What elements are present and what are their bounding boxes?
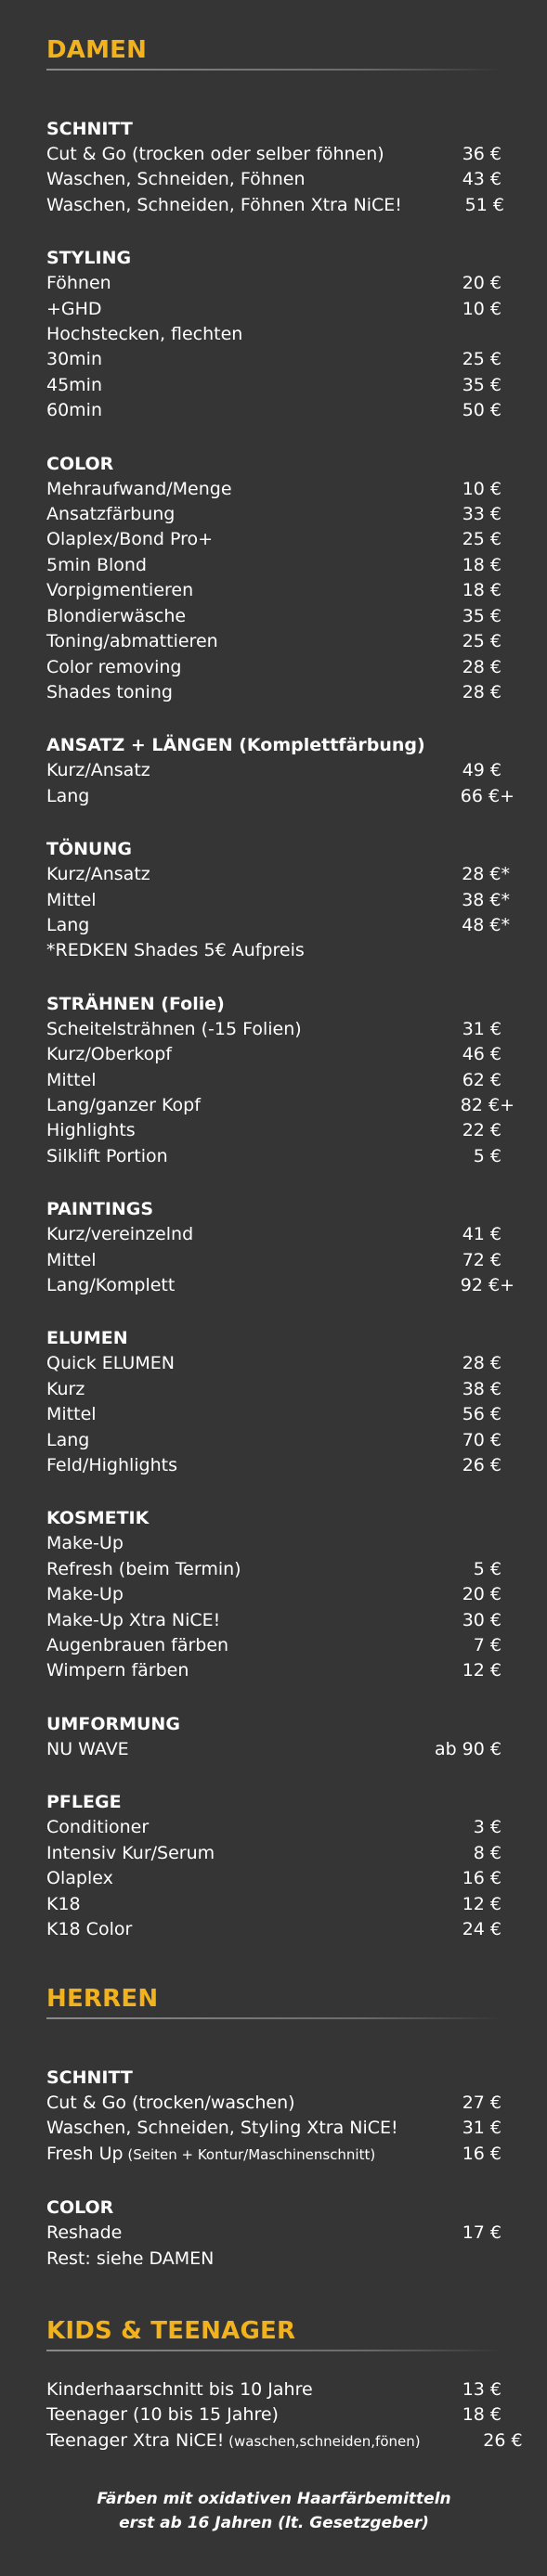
item-price: 10 € (462, 478, 501, 499)
category-straehnen (46, 992, 514, 1169)
item-price: 66 €+ (460, 785, 514, 806)
category-title: SCHNITT (46, 119, 133, 139)
item-label: Make-Up (46, 1533, 124, 1554)
item-price: 7 € (473, 1635, 501, 1656)
item-price: 50 € (462, 400, 501, 421)
item-label: Lang (46, 785, 90, 806)
price-row (46, 1428, 501, 1453)
item-price: 16 € (462, 2143, 501, 2164)
item-price: 12 € (462, 1893, 501, 1914)
category-title: PFLEGE (46, 1792, 122, 1813)
price-row (46, 1453, 501, 1478)
category-herren-schnitt (46, 2066, 501, 2168)
item-label: Reshade (46, 2222, 123, 2244)
price-row (46, 142, 501, 167)
item-label: Mittel (46, 1249, 97, 1270)
price-row (46, 271, 501, 296)
item-label: Olaplex (46, 1868, 113, 1889)
price-row (46, 398, 501, 423)
item-label: 5min Blond (46, 554, 147, 575)
item-price: 62 € (462, 1069, 501, 1090)
item-price: 5 € (473, 1145, 501, 1166)
item-label: Lang/Komplett (46, 1275, 176, 1295)
section-kids-teenager (46, 2316, 523, 2454)
category-ansatz-laengen (46, 733, 514, 809)
price-row (46, 2091, 501, 2116)
price-row (46, 2402, 501, 2428)
item-label: Kurz/vereinzelnd (46, 1224, 194, 1245)
item-label: Make-Up Xtra NiCE! (46, 1609, 221, 1630)
footnote: *REDKEN Shades 5€ Aufpreis (46, 940, 305, 961)
item-price: 3 € (473, 1817, 501, 1838)
category-title: STRÄHNEN (Folie) (46, 993, 225, 1014)
item-price: 20 € (462, 273, 501, 294)
price-row (46, 888, 510, 913)
legal-footnote (46, 2487, 501, 2535)
item-price: 92 €+ (460, 1275, 514, 1295)
item-label: Make-Up (46, 1584, 124, 1605)
item-label: Highlights (46, 1120, 136, 1141)
item-price: 18 € (462, 2404, 501, 2426)
item-label: Kurz/Ansatz (46, 864, 150, 885)
price-row (46, 347, 501, 372)
item-label: Feld/Highlights (46, 1455, 177, 1476)
price-row (46, 297, 501, 322)
section-damen (46, 35, 514, 1942)
price-row (46, 322, 501, 347)
price-row (46, 1633, 501, 1658)
item-price: 18 € (462, 554, 501, 575)
legal-footnote-line-2: erst ab 16 Jahren (lt. Gesetzgeber) (119, 2514, 429, 2532)
category-title: STYLING (46, 248, 132, 269)
category-title: COLOR (46, 2197, 114, 2219)
item-price: 33 € (462, 504, 501, 525)
item-label: Lang/ganzer Kopf (46, 1094, 201, 1115)
item-price: 41 € (462, 1224, 501, 1245)
item-label: Waschen, Schneiden, Föhnen (46, 169, 306, 190)
item-price: 49 € (462, 760, 501, 781)
item-price: 48 €* (462, 914, 510, 935)
price-row (46, 1658, 501, 1683)
item-label: Mittel (46, 889, 97, 910)
price-row (46, 578, 501, 603)
item-price (399, 322, 501, 347)
price-row (46, 1222, 501, 1247)
price-row (46, 1737, 501, 1762)
price-row (46, 1248, 501, 1273)
section-title-herren: HERREN (46, 1985, 159, 2013)
section-title-kids: KIDS & TEENAGER (46, 2317, 296, 2345)
item-label: +GHD (46, 298, 102, 319)
item-label: Ansatzfärbung (46, 504, 176, 525)
section-title-damen: DAMEN (46, 36, 148, 64)
item-price: 24 € (462, 1918, 501, 1939)
item-label: Conditioner (46, 1817, 150, 1838)
price-row (46, 2377, 501, 2402)
item-label: Shades toning (46, 681, 173, 702)
item-label: Teenager Xtra NiCE! (waschen,schneiden,fönen) (46, 2429, 421, 2451)
category-title: TÖNUNG (46, 839, 132, 860)
item-label: Kurz (46, 1378, 85, 1399)
item-price: 35 € (462, 374, 501, 395)
legal-footnote-line-1: Färben mit oxidativen Haarfärbemitteln (97, 2490, 451, 2508)
category-herren-color (46, 2196, 501, 2272)
item-price: 17 € (462, 2222, 501, 2244)
category-styling (46, 246, 501, 423)
item-price: 28 € (462, 681, 501, 702)
item-price: 30 € (462, 1609, 501, 1630)
item-label: Mittel (46, 1404, 97, 1425)
price-row (46, 1273, 514, 1298)
item-price: 28 € (462, 1353, 501, 1374)
category-umformung (46, 1712, 501, 1762)
item-price: 82 €+ (460, 1094, 514, 1115)
item-label: NU WAVE (46, 1738, 129, 1759)
item-price: 35 € (462, 605, 501, 626)
price-row (46, 502, 501, 527)
price-row (46, 1093, 514, 1118)
price-row (46, 527, 501, 552)
price-row (46, 1068, 501, 1093)
item-label: Cut & Go (trocken/waschen) (46, 2093, 295, 2113)
category-kosmetik (46, 1506, 501, 1683)
price-row (46, 1917, 501, 1942)
price-row (46, 1042, 501, 1067)
item-label: Quick ELUMEN (46, 1353, 175, 1374)
item-price (399, 1531, 501, 1556)
item-price: 70 € (462, 1429, 501, 1450)
item-label: Blondierwäsche (46, 605, 187, 626)
item-price: 16 € (462, 1868, 501, 1889)
item-price: 51 € (464, 194, 504, 215)
price-row (46, 1608, 501, 1633)
price-row (46, 758, 501, 783)
item-label: Mehraufwand/Menge (46, 478, 232, 499)
item-label: Lang (46, 914, 90, 935)
item-price: 5 € (473, 1558, 501, 1579)
item-label: K18 (46, 1893, 81, 1914)
price-row (46, 167, 501, 192)
price-row (46, 2116, 501, 2141)
category-pflege (46, 1790, 501, 1942)
price-row (46, 1815, 501, 1840)
item-price: 46 € (462, 1044, 501, 1065)
price-row (46, 1557, 501, 1582)
item-price: 10 € (462, 298, 501, 319)
item-price: 43 € (462, 169, 501, 190)
price-row (46, 1582, 501, 1607)
category-title: KOSMETIK (46, 1508, 150, 1529)
item-price: 8 € (473, 1842, 501, 1863)
item-label: Wimpern färben (46, 1660, 189, 1681)
section-herren (46, 1984, 501, 2272)
item-price: 28 € (462, 656, 501, 677)
price-row (46, 680, 501, 705)
item-price: 38 € (462, 1378, 501, 1399)
item-price: ab 90 € (434, 1738, 501, 1759)
item-price: 22 € (462, 1120, 501, 1141)
item-price: 13 € (462, 2379, 501, 2400)
price-row (46, 1118, 501, 1143)
category-schnitt (46, 117, 504, 218)
price-row (46, 1351, 501, 1376)
item-label: Toning/abmattieren (46, 631, 218, 652)
item-label: Augenbrauen färben (46, 1635, 229, 1656)
category-toenung (46, 837, 510, 964)
price-row (46, 862, 510, 887)
footnote: Rest: siehe DAMEN (46, 2248, 215, 2269)
price-row (46, 2142, 501, 2168)
item-detail: (Seiten + Kontur/Maschinenschnitt) (123, 2145, 376, 2163)
item-label: Silklift Portion (46, 1145, 168, 1166)
price-row (46, 1841, 501, 1866)
price-row (46, 553, 501, 578)
category-paintings (46, 1197, 514, 1298)
item-label: Fresh Up (Seiten + Kontur/Maschinenschnitt) (46, 2143, 376, 2164)
item-label: Lang (46, 1429, 90, 1450)
item-price: 26 € (462, 1455, 501, 1476)
item-detail: (waschen,schneiden,fönen) (224, 2432, 421, 2450)
item-label: Waschen, Schneiden, Styling Xtra NiCE! (46, 2118, 398, 2139)
item-price: 72 € (462, 1249, 501, 1270)
item-label: Vorpigmentieren (46, 580, 194, 601)
category-color (46, 452, 501, 706)
category-title: PAINTINGS (46, 1199, 154, 1220)
item-price: 56 € (462, 1404, 501, 1425)
category-title: ELUMEN (46, 1328, 128, 1349)
item-price: 31 € (462, 2118, 501, 2139)
price-row (46, 1892, 501, 1917)
item-label: 60min (46, 400, 103, 421)
item-label: Kurz/Oberkopf (46, 1044, 172, 1065)
item-price: 26 € (483, 2429, 523, 2451)
item-label: Hochstecken, flechten (46, 324, 243, 345)
price-row (46, 1402, 501, 1427)
price-row (46, 629, 501, 654)
item-label: Intensiv Kur/Serum (46, 1842, 215, 1863)
price-row (46, 655, 501, 680)
item-price: 12 € (462, 1660, 501, 1681)
item-label: Föhnen (46, 273, 111, 294)
item-price: 25 € (462, 349, 501, 370)
price-row (46, 2428, 523, 2454)
item-label: Refresh (beim Termin) (46, 1558, 241, 1579)
price-row (46, 1144, 501, 1169)
price-row (46, 604, 501, 629)
price-row (46, 1377, 501, 1402)
item-price: 31 € (462, 1018, 501, 1039)
item-label: Cut & Go (trocken oder selber föhnen) (46, 144, 384, 164)
price-row (46, 784, 514, 809)
item-price: 36 € (462, 144, 501, 164)
category-elumen (46, 1326, 501, 1478)
item-label: Olaplex/Bond Pro+ (46, 529, 214, 550)
item-label: Kinderhaarschnitt bis 10 Jahre (46, 2379, 313, 2400)
item-price: 18 € (462, 580, 501, 601)
price-row (46, 193, 504, 218)
price-row (46, 913, 510, 938)
item-price: 38 €* (462, 889, 510, 910)
item-price: 25 € (462, 631, 501, 652)
category-title: COLOR (46, 453, 114, 474)
item-label: Mittel (46, 1069, 97, 1090)
item-label: Waschen, Schneiden, Föhnen Xtra NiCE! (46, 194, 402, 215)
price-row (46, 2221, 501, 2246)
item-price: 28 €* (462, 864, 510, 885)
category-title: UMFORMUNG (46, 1713, 180, 1734)
price-row (46, 1017, 501, 1042)
item-label: Teenager (10 bis 15 Jahre) (46, 2404, 279, 2426)
item-label: 45min (46, 374, 103, 395)
item-label: 30min (46, 349, 103, 370)
item-label: Scheitelsträhnen (-15 Folien) (46, 1018, 302, 1039)
item-price: 27 € (462, 2093, 501, 2113)
category-title: ANSATZ + LÄNGEN (Komplettfärbung) (46, 735, 425, 756)
item-label: Color removing (46, 656, 182, 677)
item-price: 20 € (462, 1584, 501, 1605)
item-label: Kurz/Ansatz (46, 760, 150, 781)
item-price: 25 € (462, 529, 501, 550)
item-label: K18 Color (46, 1918, 133, 1939)
price-row (46, 1866, 501, 1891)
price-row (46, 477, 501, 502)
price-row (46, 1531, 501, 1556)
price-row (46, 373, 501, 398)
category-title: SCHNITT (46, 2067, 133, 2088)
